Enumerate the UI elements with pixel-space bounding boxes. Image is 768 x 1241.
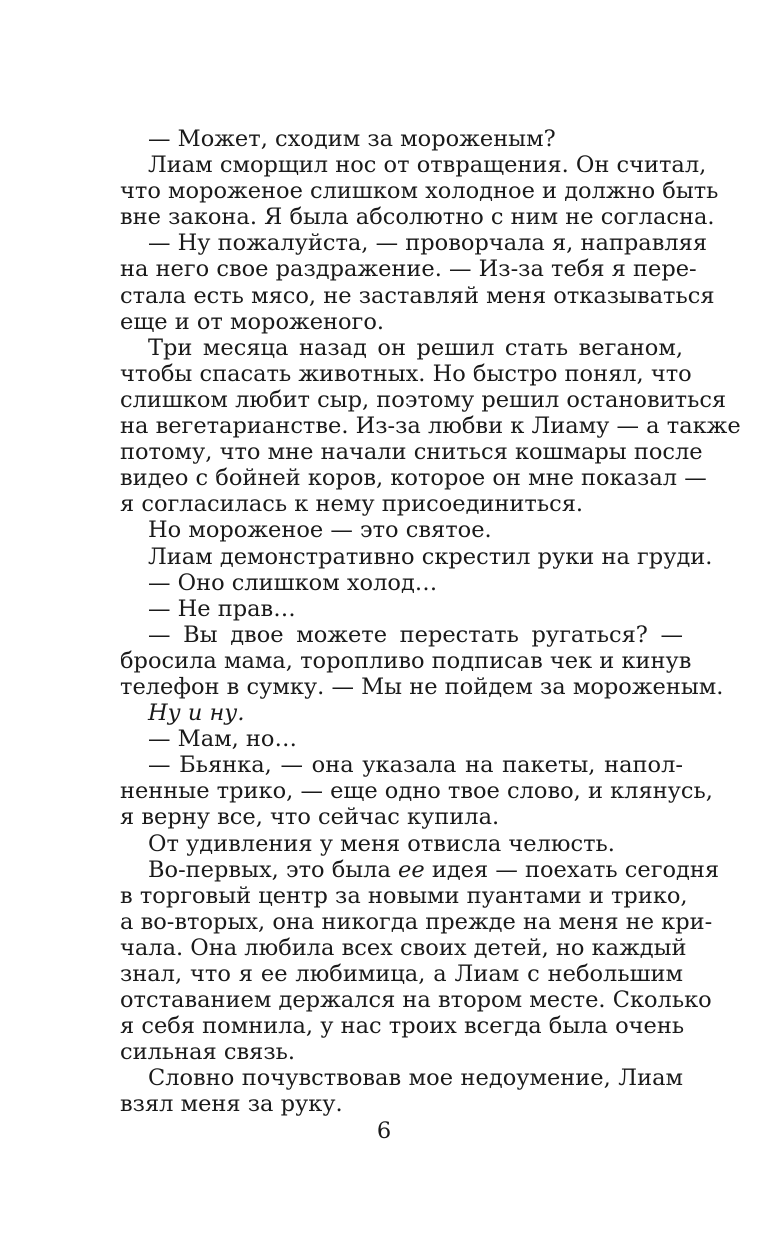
text-line: видео с бойней коров, которое он мне показал —	[120, 465, 707, 492]
text-line: а во-вторых, она никогда прежде на меня не кри-	[120, 908, 713, 935]
text-line: потому, что мне начали сниться кошмары после	[120, 439, 703, 466]
text-line: вне закона. Я была абсолютно с ним не согласна.	[120, 204, 715, 231]
text-line: я себя помнила, у нас троих всегда была очень	[120, 1013, 685, 1040]
text-line: Во-первых, это была ее идея — поехать сегодня	[148, 856, 720, 883]
text-line: бросила мама, торопливо подписав чек и кинув	[120, 647, 692, 674]
text-line: — Может, сходим за мороженым?	[148, 126, 556, 152]
text-line: на вегетарианстве. Из-за любви к Лиаму — а также	[120, 413, 741, 440]
text-line: Но мороженое — это святое.	[148, 517, 492, 544]
text-line: чала. Она любила всех своих детей, но каждый	[120, 934, 687, 961]
text-line: на него свое раздражение. — Из-за тебя я пере-	[120, 256, 697, 283]
text-line: взял меня за руку.	[120, 1091, 343, 1118]
text-line: сильная связь.	[120, 1039, 296, 1066]
text-line: Словно почувствовав мое недоумение, Лиам	[148, 1065, 683, 1092]
text-line: в торговый центр за новыми пуантами и трико,	[120, 882, 688, 909]
text-line: отставанием держался на втором месте. Сколько	[120, 987, 712, 1014]
text-line: — Вы двое можете перестать ругаться? —	[148, 621, 683, 648]
text-line: Лиам сморщил нос от отвращения. Он считал,	[148, 152, 707, 179]
text-line: чтобы спасать животных. Но быстро понял, что	[120, 360, 692, 387]
text-line: стала есть мясо, не заставляй меня отказываться	[120, 282, 715, 309]
text-line: — Ну пожалуйста, — проворчала я, направляя	[148, 230, 708, 257]
text-line: Три месяца назад он решил стать веганом,	[148, 334, 683, 361]
text-line: От удивления у меня отвисла челюсть.	[148, 830, 615, 857]
text-line: что мороженое слишком холодное и должно быть	[120, 178, 719, 205]
text-line: телефон в сумку. — Мы не пойдем за мороженым.	[120, 673, 724, 700]
text-line: Лиам демонстративно скрестил руки на груди.	[148, 543, 713, 570]
text-line: — Оно слишком холод…	[148, 569, 438, 596]
text-line: Ну и ну.	[148, 700, 245, 727]
text-line: я верну все, что сейчас купила.	[120, 804, 500, 831]
text-line: — Бьянка, — она указала на пакеты, напол-	[148, 752, 683, 779]
text-line: — Мам, но…	[148, 726, 297, 753]
text-line: — Не прав…	[148, 595, 296, 622]
text-line: знал, что я ее любимица, а Лиам с небольшим	[120, 961, 683, 987]
text-line: я согласилась к нему присоединиться.	[120, 491, 584, 518]
page-number: 6	[376, 1118, 392, 1144]
body-text	[120, 126, 741, 1118]
text-line: еще и от мороженого.	[120, 308, 385, 335]
text-line: ненные трико, — еще одно твое слово, и клянусь,	[120, 778, 713, 805]
text-line: слишком любит сыр, поэтому решил остановиться	[120, 386, 727, 413]
